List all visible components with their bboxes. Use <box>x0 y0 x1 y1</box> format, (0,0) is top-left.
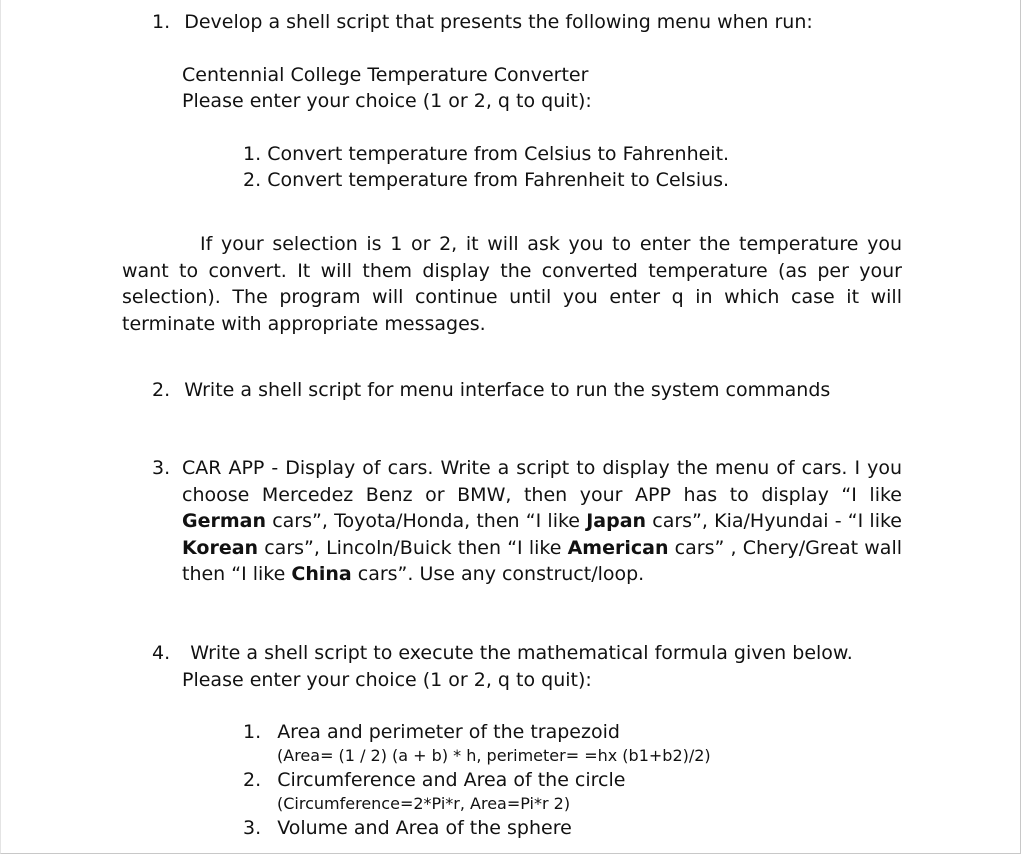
q3-text-part-5: cars” , Chery/Great wall then “I like <box>182 536 903 586</box>
question-2-text: Write a shell script for menu interface to run the system commands <box>184 379 831 401</box>
q3-text-part-1: CAR APP - Display of cars. Write a script to display the menu of cars. I you choose Mercedez Benz or BMW, then your APP has to display “I like <box>182 457 902 506</box>
q4-menu-prompt: Please enter your choice (1 or 2, q to quit): <box>182 669 592 691</box>
q3-text-part-3: cars”, Kia/Hyundai - “I like <box>646 510 902 533</box>
q3-text-part-2: cars”, Toyota/Honda, then “I like <box>266 510 587 533</box>
q1-option-2-text: Convert temperature from Fahrenheit to Celsius. <box>267 169 730 191</box>
q4-option-2-number: 2. <box>243 769 262 791</box>
q1-description <box>122 231 902 338</box>
q3-text-part-6: cars”. Use any construct/loop. <box>351 563 645 586</box>
question-2-number: 2. <box>152 379 171 401</box>
q4-option-1-formula: (Area= (1 / 2) (a + b) * h, perimeter= =hx (b1+b2)/2) <box>277 746 711 765</box>
q3-bold-korean: Korean <box>182 536 259 559</box>
q4-option-3 <box>243 815 572 841</box>
q1-option-1-text: Convert temperature from Celsius to Fahrenheit. <box>267 143 730 165</box>
q4-option-1-text: Area and perimeter of the trapezoid <box>277 721 620 743</box>
question-3-text <box>182 455 902 588</box>
q4-option-1-number: 1. <box>243 721 262 743</box>
q3-bold-american: American <box>567 536 669 559</box>
question-1-text: Develop a shell script that presents the following menu when run: <box>184 11 813 33</box>
q1-description-text: If your selection is 1 or 2, it will ask you to enter the temperature you want to convert. It will them display the converted temperature (as per your selection). The program will continue until you enter q in which case it will terminate with appropriate messages. <box>122 233 902 336</box>
question-4 <box>152 640 853 666</box>
q4-option-1 <box>243 719 620 745</box>
question-3-number: 3. <box>152 457 171 479</box>
q1-option-1-number: 1. <box>243 143 262 165</box>
question-1-number: 1. <box>152 11 171 33</box>
q4-option-2-text: Circumference and Area of the circle <box>277 769 626 791</box>
q3-bold-german: German <box>182 510 266 533</box>
q4-option-2-formula: (Circumference=2*Pi*r, Area=Pi*r 2) <box>277 794 571 813</box>
q4-option-2 <box>243 767 625 793</box>
q4-option-3-number: 3. <box>243 817 262 839</box>
question-2 <box>152 377 830 403</box>
question-4-number: 4. <box>152 642 171 664</box>
q1-option-2-number: 2. <box>243 169 262 191</box>
q1-menu-title: Centennial College Temperature Converter <box>182 64 589 86</box>
q1-menu-prompt: Please enter your choice (1 or 2, q to quit): <box>182 90 592 112</box>
q1-option-2 <box>243 167 729 193</box>
question-4-text: Write a shell script to execute the mathematical formula given below. <box>190 642 853 664</box>
q3-text-part-4: cars”, Lincoln/Buick then “I like <box>258 536 568 559</box>
q3-bold-japan: Japan <box>586 510 647 533</box>
q1-option-1 <box>243 141 729 167</box>
q3-bold-china: China <box>291 563 352 586</box>
question-1 <box>152 9 813 35</box>
q4-option-3-text: Volume and Area of the sphere <box>277 817 572 839</box>
